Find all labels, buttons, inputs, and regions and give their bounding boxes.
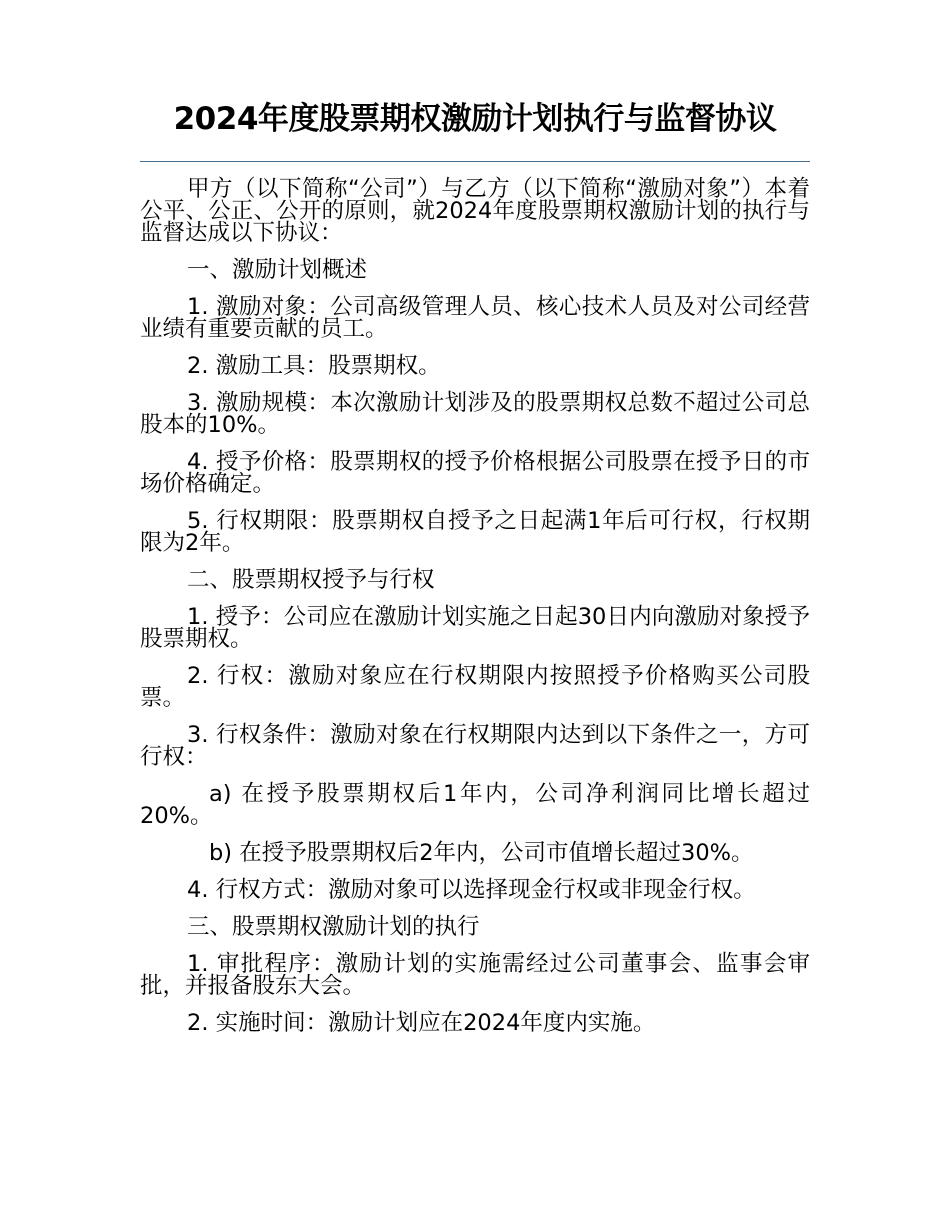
document-body [140, 178, 810, 1049]
title-underline [140, 161, 810, 162]
section-2-item-2: 2. 行权：激励对象应在行权期限内按照授予价格购买公司股票。 [140, 663, 810, 711]
section-heading-2: 二、股票期权授予与行权 [187, 567, 435, 593]
section-1-item-2: 2. 激励工具：股票期权。 [187, 353, 441, 379]
intro-paragraph: 甲方（以下简称“公司”）与乙方（以下简称“激励对象”）本着公平、公正、公开的原则，就2024年度股票期权激励计划的执行与监督达成以下协议： [140, 176, 810, 246]
section-heading-1: 一、激励计划概述 [187, 257, 368, 283]
section-2-item-1: 1. 授予：公司应在激励计划实施之日起30日内向激励对象授予股票期权。 [140, 604, 810, 652]
section-heading-3: 三、股票期权激励计划的执行 [187, 914, 480, 940]
section-1-item-3: 3. 激励规模：本次激励计划涉及的股票期权总数不超过公司总股本的10%。 [140, 390, 810, 438]
section-2-item-4: 4. 行权方式：激励对象可以选择现金行权或非现金行权。 [187, 877, 756, 903]
document-title: 2024年度股票期权激励计划执行与监督协议 [173, 101, 777, 137]
section-1-item-4: 4. 授予价格：股票期权的授予价格根据公司股票在授予日的市场价格确定。 [140, 449, 810, 497]
section-2-subitem-b: b) 在授予股票期权后2年内，公司市值增长超过30%。 [209, 840, 754, 866]
section-1-item-1: 1. 激励对象：公司高级管理人员、核心技术人员及对公司经营业绩有重要贡献的员工。 [140, 294, 810, 342]
section-2-item-3: 3. 行权条件：激励对象在行权期限内达到以下条件之一，方可行权： [140, 722, 810, 770]
section-1-item-5: 5. 行权期限：股票期权自授予之日起满1年后可行权，行权期限为2年。 [140, 508, 810, 556]
section-2-subitem-a: a) 在授予股票期权后1年内，公司净利润同比增长超过20%。 [140, 781, 810, 829]
section-3-item-1: 1. 审批程序：激励计划的实施需经过公司董事会、监事会审批，并报备股东大会。 [140, 951, 810, 999]
section-3-item-2: 2. 实施时间：激励计划应在2024年度内实施。 [187, 1010, 656, 1036]
